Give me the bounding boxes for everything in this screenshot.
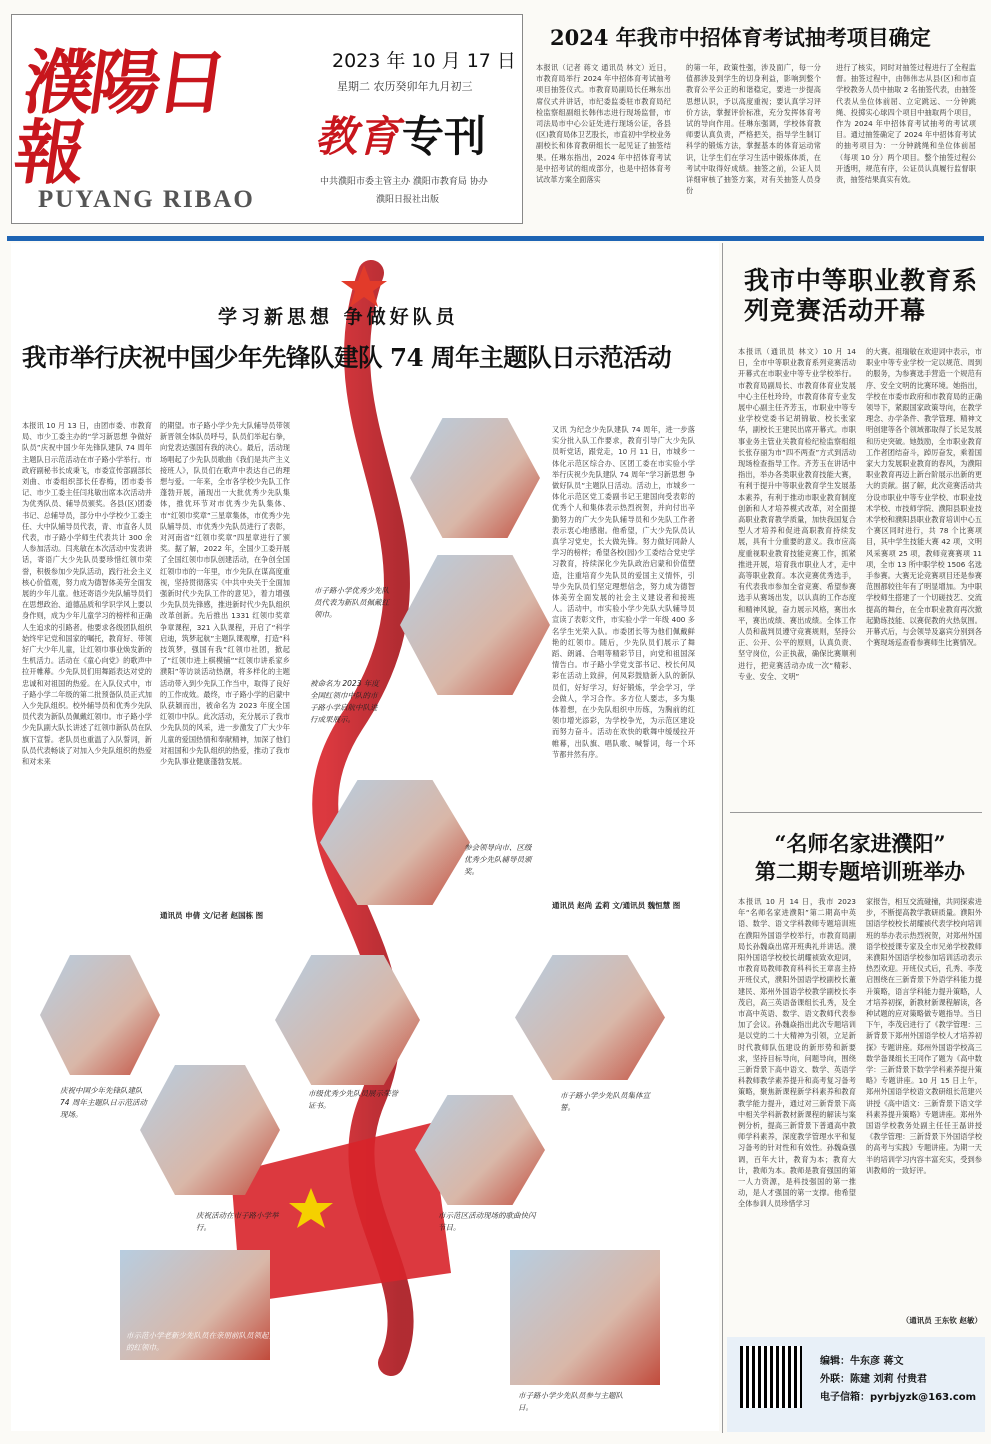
article4-headline-line2: 第二期专题培训班举办 (755, 859, 965, 884)
lunar-date: 星期二 农历癸卯年九月初三 (337, 80, 473, 93)
email-line (820, 1388, 976, 1403)
article2-col1: 本报讯 10 月 13 日，由团市委、市教育局、市少工委主办的“学习新思想 争做好队员”庆祝中国少年先锋队建队 74 周年主题队日示范活动在市子路小学举行。市政府副秘书长成秉飞，市委宣传部副部长刘曲、市委组织部长任春梅，团市委书记、市少工委主任闫兆敏出席本次活动并为优秀队员、辅导员颁奖。各县(区)团委书记、总辅导员，部分中小学校少工委主任、大中队辅导员代表，青、市直各人员代表，市子路小学师生代表共计 300 余人参加活动。闫兆敏在本次活动中发表讲话，寄语广大少先队员要珍惜红领巾荣誉，积极参加少先队活动，践行社会主义核心价值观，努力成为德智体美劳全面发展的少年儿童。他还寄语少先队辅导员们在思想政治、道德品质和学识学风上要以身作则，成为少年儿童学习的榜样和正确人生追求的引路者。他要求各级团队组织始终牢记党和国家的嘱托，教育好、带领好广大少年儿童，让红领巾事业焕发新的生机活力。活动在《童心向党》的歌声中拉开帷幕。少先队员们用舞蹈表达对党的忠诚和对祖国的热爱。在入队仪式中，市子路小学二年级的第二批预备队员正式加入少先队组织。校外辅导员和优秀少先队员代表为新队员佩戴红领巾。市子路小学少先队副大队长讲述了红领巾新队员在队旗下宣誓。老队员也重温了入队誓词，新队员代表畅谈了对加入少先队组织的热爱和对未来 (22, 421, 152, 767)
article3-col2: 的大赛。祖瑞敏在欢迎词中表示，市职业中等专业学校一定以规范、周到的服务，为参赛选手营造一个规范有序、安全文明的比赛环境。她指出，学校在市委市政府和市教育局的正确领导下，紧跟国家政策导向，在教学理念、办学条件、教学管理、精神文明创建等各个领域都取得了长足发展和历史突破。她鼓励，全市职业教育工作者团结奋斗，踔厉奋发，乘着国家大力发展职业教育的春风，为濮阳职业教育再迈上新台阶展示出新的更大的贡献。据了解，此次竞赛活动共分设市职业中等专业学校、市职业技术学校、市技师学院、濮阳县职业技术学校和濮阳县职业教育培训中心五个赛区同时进行，共 78 个比赛项目，其中学生技能大赛 42 项，文明风采赛项 25 项，教师竞赛赛项 11 项，全市 13 所中职学校 1506 名选手参赛。大赛无论竞赛项目还是参赛范围都较往年有了明显增加。为中职学校师生搭建了一个切磋技艺、交流提高的舞台，在全市职业教育再次掀起勤练技能、以赛促教的火热氛围。开幕式后，与会领导及嘉宾分别到各个赛现场巡查看参赛师生比赛情况。 (866, 347, 982, 648)
article2-headline: 我市举行庆祝中国少年先锋队建队 74 周年主题队日示范活动 (22, 343, 672, 372)
article2-col3: 又讯 为纪念少先队建队 74 周年，进一步落实分批入队工作要求，教育引导广大少先队员听党话，跟党走，10 月 11 日，市城乡一体化示范区综合办、区团工委在市实验小学举行庆祝少先队建队 74 周年“学习新思想 争做好队员”主题队日活动。活动上，市城乡一体化示范区党工委副书记王建国向受表彰的优秀个人和集体表示热烈祝贺，并向付出辛勤努力的广大少先队辅导员和少先队工作者表示衷心地感谢。他希望，广大少先队员认真学习党史，长大做先锋。努力做好同龄人学习的榜样；希望各校(园)少工委结合党史学习教育，持续深化少先队政治启蒙和价值塑造，注重培育少先队员的爱国主义情怀，引导少先队员们坚定理想信念，努力成为德智体美劳全面发展的社会主义建设者和接班人。活动中，市实验小学少先队大队辅导员宣读了表彰文件，市实验小学一年级 400 多名学生光荣入队。市委团长等为他们佩戴鲜艳的红领巾。随后，少先队员们展示了舞蹈、朗诵、合唱等精彩节目，向党和祖国深情告白。市子路小学党支部书记、校长何凤彩在活动上致辞，何凤彩鼓励新入队的新队员们，好好学习，好好锻炼，学会学习，学会做人，学习合作。多方位人要志，多为集体着想，在少先队组织中历练，为胸前的红领巾增光添彩，为学校争光，为示范区建设而努力奋斗。活动在欢快的歌舞中缓缓拉开帷幕，出队旗、唱队歌、喊誓词，每一个环节都井然有序。 (552, 425, 695, 759)
article4-byline: （通讯员 王东钦 赵敏） (901, 1316, 982, 1325)
proof-names: 陈建 刘莉 付贵君 (850, 1374, 927, 1385)
article1-col3: 进行了核实，同时对抽签过程进行了全程监督。抽签过程中，由韩伟志从县(区)和市直学校教务人员中抽取 2 名抽签代表，由抽签代表从坐位体前屈、立定跳远、一分钟跳绳、投掷实心球四个项目中抽取两个项目，作为 2024 年中招体育考试抽考的考试项目。通过抽签确定了 2024 年中招体育考试的抽考项目为：一分钟跳绳和坐位体前屈（每项 10 分）两个项目。整个抽签过程公开透明，规范有序，公证员认真履行监督职责，抽签结果真实有效。 (836, 63, 976, 185)
section-edu: 教育 (315, 112, 400, 161)
article2-kicker: 学习新思想 争做好队员 (218, 306, 459, 328)
email-label: 电子信箱： (820, 1392, 870, 1403)
article3-headline: 我市中等职业教育系列竞赛活动开幕 (744, 266, 979, 325)
caption-4: 庆祝中国少年先锋队建队 74 周年主题队日示范活动现场。 (60, 1086, 147, 1119)
section-special: 专刊 (402, 112, 487, 161)
article2-byline1: 通讯员 申倩 文/记者 赵国栋 图 (160, 911, 264, 920)
caption-5: 市级优秀少先队员展示荣誉证书。 (308, 1089, 398, 1110)
caption-10: 市子路小学少先队员参与主题队日。 (518, 1391, 623, 1412)
proof-line (820, 1370, 927, 1385)
article2-col2: 的期望。市子路小学少先大队辅导员带领新晋领全体队员呼号，队员们举起右拳，向党表达强国有我的决心。最后，活动现场唱起了少先队员歌曲《我们是共产主义接班人》，队员们在歌声中表达自己的理想与爱。一年来，全市各学校少先队工作蓬勃开展，涌现出一大批优秀少先队集体，推优环节对市优秀少先队集体、市“红领巾奖章”三星章集体，市优秀少先队辅导员、市优秀少先队员进行了表彰，对河南省“红领巾奖章”四星章进行了颁奖。据了解，2022 年，全国少工委开展了全国红领巾市队创建活动，在争创全国红领巾市的一年里，市少先队在谋高度重视，坚持贯彻落实《中共中央关于全面加强新时代少先队工作的意见》，着力增强少先队员先锋感，推进新时代少先队组织改革创新。先后推出 1331 红领巾奖章争章课程，321 入队课程，开启了“科学启迪，筑梦起航”主题队课观摩，打造“科技筑梦，强国有我”红领巾社团，掀起了“红领巾进上棋模铺”“红领巾讲系家乡濮阳”等访谈活动热潮，将多样化的主题活动带入到少先队工作当中，取得了良好的工作成效。最终，市子路小学的启蒙中队获颖而出，被命名为 2023 年度全国红领巾中队。此次活动，充分展示了我市少先队员的风采，进一步激发了广大少年儿童的爱国热情和奉献精神，加深了他们对祖国和少先队组织的热爱，推动了我市少先队事业健康蓬勃发展。 (160, 421, 290, 767)
article4-col1: 本报讯 10 月 14 日，我市 2023 年“名师名家进濮阳”第二期高中英语、数学、语文学科教师专题培训班在濮阳外国语学校举行，市教育局副局长孙魏焱出席开班典礼并讲话。濮阳外国语学校校长胡耀祯致欢迎词，市教育局教师教育科科长王章喜主持开班仪式，濮阳外国语学校副校长董建民、郑州外国语学校教学副校长李茂启，高三英语备课组长孔秀，及全市高中英语、数学、语文教师代表参加了会议。孙魏焱指出此次专题培训是以党的二十大精神为引领，立足新时代教师队伍建设的新形势和新要求，坚持目标导向，问题导向，围绕三新背景下高中语文、数学、英语学科教师教学素养提升和高考复习备考策略，聚焦新课程新学科素养和教育教学能力提升，通过对三新背景下高中相关学科新教材新课程的解读与案例分析，提高三新背景下普通高中教师学科素养，深度教学管理水平和复习备考的针对性和有效性。孙魏焱强调，百年大计，教育为本；教育大计，教师为本。教师是教育强国的第一人力资源，是科技强国的第一推动，是人才强国的第一支撑。他希望全体参训人员珍惜学习 (738, 897, 856, 1209)
caption-6: 市子路小学少先队员集体宣誓。 (560, 1091, 650, 1112)
article-divider (730, 812, 982, 813)
article4-headline-line1: “名师名家进濮阳” (774, 831, 946, 856)
caption-7: 庆祝活动在市子路小学举行。 (196, 1211, 279, 1232)
caption-8: 市示范区活动现场的歌曲快闪节目。 (438, 1211, 536, 1232)
editor-label: 编辑： (820, 1356, 850, 1367)
publisher-line: 濮阳日报社出版 (376, 195, 440, 205)
email-address[interactable]: pyrbjyzk@163.com (870, 1392, 977, 1403)
qr-code-icon[interactable] (740, 1346, 802, 1408)
article1-headline: 2024 年我市中招体育考试抽考项目确定 (550, 25, 931, 50)
column-divider (722, 243, 723, 1433)
sponsor-line: 中共濮阳市委主管主办 濮阳市教育局 协办 (320, 177, 488, 187)
newspaper-logo: 濮陽日報 (9, 41, 229, 194)
caption-3: 参会领导向市、区级优秀少先队辅导员颁奖。 (464, 843, 532, 876)
caption-1: 市子路小学优秀少先队员代表为新队员佩戴红领巾。 (314, 586, 389, 619)
article4-col2: 家报告，相互交流碰撞，共同探索进步，不断提高教学教研质量。濮阳外国语学校校长胡耀祯代表学校向培训班的举办表示热烈祝贺，对郑州外国语学校授课专家及全市兄弟学校教师来濮阳外国语学校参加培训活动表示热烈欢迎。开班仪式后，孔秀、李茂启围绕在三新背景下外语学科能力提升策略，语言学科能力提升策略，人才培养初探，新教材新课程解读，各种试题的应对策略做专题指导。当日下午，李茂启进行了《教学管理：三新背景下郑州外国语学校人才培养初探》专题讲座。郑州外国语学校高三数学备课组长王同作了题为《高中数学：三新背景下数学学科素养提升策略》专题讲座。10 月 15 日上午，郑州外国语学校语文教研组长范建兴讲授《高中语文：三新背景下语文学科素养提升策略》专题讲座。郑州外国语学校教务处副主任任王磊讲授《教学管理：三新背景下外国语学校的高考与实践》专题讲座。为期一天半的培训学习内容丰富充实，受到参训教师的一致好评。 (866, 897, 982, 1175)
section-rule (7, 236, 984, 241)
caption-9: 市示范小学老新少先队员在亲朋前队员领起上好的红领巾。 (126, 1331, 284, 1352)
caption-2: 被命名为 2023 年度全国红领巾中队的市子路小学启航中队进行成果展示。 (310, 679, 379, 724)
photo-students (510, 1250, 660, 1385)
article3-col1: 本报讯（通讯员 林文）10 月 14 日，全市中等职业教育系列竞赛活动开幕式在市职业中等专业学校举行。市教育局副局长、市教育体育业发展中心主任杜玲玲，市教育体育专业发展中心副主任齐芳玉，市职业中等专业学校党委书记胡锦敏、校长张家华，副校长王建民出席开幕式。市职事业务主管业关教育检纪检监察组组长张存丽为市“四不两查”方式到活动现场检查指导工作。齐芳玉在讲话中指出，举办各类职业教育技能大赛，有利于提升中等职业教育学生发展基本素养，有利于推动市职业教育制度创新和人才培养模式改革，对全面提高职业教育教学质量，加快我国复合型人才培养和促进高职教育持续发展，具有十分重要的意义。我市应高度重视职业教育技能竞赛工作，抓紧推进开展，培育我市职业人才，走中高等职业教育。本次竞赛优秀选手，有代表我市参加全省竞赛、希望参赛选手从赛场出发，以认真的工作态度和精神风貌，奋力展示风格，赛出水平，赛出成绩、赛出成绩。全体工作人员和裁判员遵守竞赛规则，坚持公正、公开、公平的原则，认真负责、坚守岗位，公正执裁，确保比赛顺利进行，把竞赛活动办成一次“精彩、专业、安全、文明” (738, 347, 856, 681)
issue-date: 2023 年 10 月 17 日 (332, 50, 516, 72)
editor-line (820, 1352, 903, 1367)
article1-col2: 的第一年，政策性强，涉及面广，每一分值都涉及到学生的切身利益，影响到整个教育公平公正的和谐稳定，要进一步提高思想认识，予以高度重视；要认真学习评价方法，掌握评价标准，充分发挥体育考试的导向作用。任琳东强调，学校体育教师要认真负责，严格把关，指导学生制订科学的锻炼方法，掌握基本的体育运动常识，让学生们在学习生活中锻炼体质，在考试中取得好成绩。抽签之前，公证人员详细审核了抽签方案，对有关抽签人员身份 (686, 63, 821, 196)
editor-names: 牛东彦 蒋文 (850, 1356, 904, 1367)
proof-label: 外联： (820, 1374, 850, 1385)
logo-pinyin: PUYANG RIBAO (38, 186, 255, 213)
article1-col1: 本报讯（记者 蒋文 通讯员 林文）近日，市教育局举行 2024 年中招体育考试抽考项目抽签仪式。市教育局副局长任琳东出席仪式并讲话，市纪委监委驻市教育局纪检监察组副组长韩伟志进行现场监督，市司法局市中心公证处进行现场公证，各县(区)教育局体卫艺股长，市直初中学校业务副校长和体育教研组长一起见证了抽签结果。任琳东指出，2024 年中招体育考试是中招考试的组成部分，也是中招体育考试改革方案全面落实 (536, 63, 671, 185)
article2-byline2: 通讯员 赵尚 孟莉 文/通讯员 魏恒慧 图 (552, 901, 681, 910)
